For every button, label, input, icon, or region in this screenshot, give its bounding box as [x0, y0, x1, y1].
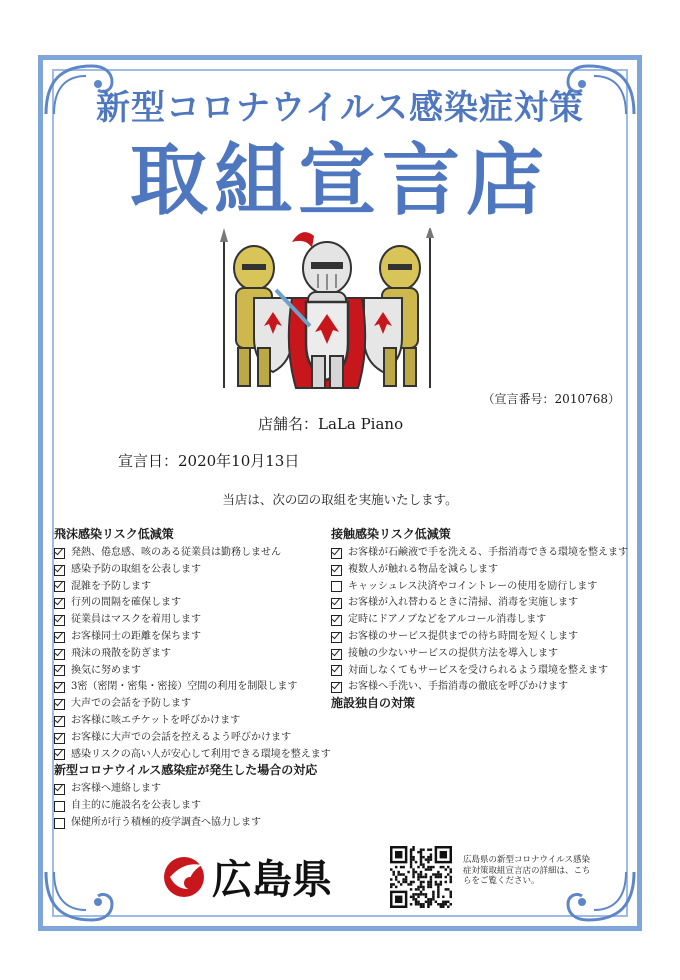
checked-checkbox-icon — [54, 598, 65, 609]
checklist-item-text: 行列の間隔を確保します — [71, 597, 181, 609]
prefecture-name: 広島県 — [212, 856, 332, 903]
checked-checkbox-icon — [331, 565, 342, 576]
checklist-item-text: お客様に咳エチケットを呼びかけます — [71, 714, 241, 726]
checklist-item — [54, 562, 334, 579]
store-name: 店舗名：LaLa Piano — [258, 415, 404, 433]
right-measures-column — [331, 527, 628, 714]
checklist-item-text: 対面しなくてもサービスを受けられるよう環境を整えます — [348, 664, 608, 676]
checked-checkbox-icon — [54, 615, 65, 626]
checklist-item-text: お客様へ連絡します — [71, 783, 161, 795]
checked-checkbox-icon — [331, 649, 342, 660]
checked-checkbox-icon — [54, 749, 65, 760]
checklist-item — [54, 815, 334, 832]
checked-checkbox-icon — [54, 699, 65, 710]
checklist-item — [54, 713, 334, 730]
checklist-item-text: 飛沫の飛散を防ぎます — [71, 647, 171, 659]
checklist-item-text: 混雑を予防します — [71, 580, 151, 592]
checked-checkbox-icon — [331, 598, 342, 609]
checked-checkbox-icon — [54, 548, 65, 559]
checklist-item-text: 保健所が行う積極的疫学調査へ協力します — [71, 816, 261, 828]
knights-illustration — [214, 228, 440, 400]
checklist-item — [54, 679, 334, 696]
checklist-item-text: お客様が入れ替わるときに清掃、消毒を実施します — [348, 597, 578, 609]
checklist-item — [54, 798, 334, 815]
checked-checkbox-icon — [54, 716, 65, 727]
section-title-droplet: 飛沫感染リスク低減策 — [54, 527, 174, 541]
checked-checkbox-icon — [54, 665, 65, 676]
checklist-item — [54, 696, 334, 713]
checked-checkbox-icon — [54, 649, 65, 660]
title-line2: 取組宣言店 — [129, 135, 550, 226]
checklist-item — [331, 545, 628, 562]
unchecked-checkbox-icon — [54, 818, 65, 829]
checklist-item-text: 3密（密閉・密集・密接）空間の利用を制限します — [71, 681, 298, 693]
checklist-item-text: 自主的に施設名を公表します — [71, 800, 201, 812]
checked-checkbox-icon — [54, 682, 65, 693]
declaration-date: 宣言日：2020年10月13日 — [118, 452, 300, 470]
checklist-item-text: お客様へ手洗い、手指消毒の徹底を呼びかけます — [348, 681, 568, 693]
checked-checkbox-icon — [331, 548, 342, 559]
corner-flourish-bottom-left — [42, 868, 120, 926]
checklist-item-text: 感染リスクの高い人が安心して利用できる環境を整えます — [71, 748, 331, 760]
checklist-item-text: 複数人が触れる物品を減らします — [348, 563, 498, 575]
section-title-facility-own: 施設独自の対策 — [331, 696, 416, 711]
checked-checkbox-icon — [331, 682, 342, 693]
checklist-item-text: 発熱、倦怠感、咳のある従業員は勤務しません — [71, 547, 281, 558]
checklist-item — [54, 595, 334, 612]
checked-checkbox-icon — [54, 581, 65, 592]
checklist-item — [331, 646, 621, 663]
contact-measures-list — [331, 545, 628, 696]
checklist-item — [54, 663, 334, 680]
checklist-item-text: 大声での会話を予防します — [71, 698, 191, 710]
qr-note: 広島県の新型コロナウイルス感染症対策取組宣言店の詳細は、こちらをご覧ください。 — [463, 855, 591, 886]
checklist-item — [54, 629, 334, 646]
checklist-item — [54, 612, 334, 629]
checklist-item — [331, 629, 621, 646]
section-title-outbreak-response: 新型コロナウイルス感染症が発生した場合の対応 — [54, 763, 318, 778]
checklist-item-text: お客様同士の距離を保ちます — [71, 630, 201, 642]
section-title-contact: 接触感染リスク低減策 — [331, 527, 451, 541]
checked-checkbox-icon — [331, 615, 342, 626]
checklist-item-text: 定時にドアノブなどをアルコール消毒します — [348, 614, 547, 626]
checklist-item — [54, 730, 334, 747]
intro-text: 当店は、次の☑の取組を実施いたします。 — [222, 492, 458, 507]
checklist-item — [54, 545, 334, 562]
checklist-item — [331, 579, 621, 596]
checked-checkbox-icon — [54, 733, 65, 744]
checked-checkbox-icon — [54, 784, 65, 795]
unchecked-checkbox-icon — [54, 801, 65, 812]
unchecked-checkbox-icon — [331, 581, 342, 592]
checklist-item-text: 換気に努めます — [71, 664, 141, 676]
checklist-item — [331, 595, 621, 612]
checklist-item — [54, 781, 334, 798]
checklist-item-text: 接触の少ないサービスの提供方法を導入します — [348, 647, 558, 659]
title-line1: 新型コロナウイルス感染症対策 — [96, 88, 584, 128]
checklist-item — [54, 747, 334, 764]
checklist-item — [54, 579, 334, 596]
checklist-item-text: キャッシュレス決済やコイントレーの使用を励行します — [348, 580, 598, 592]
checklist-item-text: お客様が石鹸液で手を洗える、手指消毒できる環境を整えます — [348, 547, 628, 558]
checked-checkbox-icon — [54, 632, 65, 643]
checked-checkbox-icon — [54, 565, 65, 576]
checklist-item-text: 従業員はマスクを着用します — [71, 614, 201, 626]
checklist-item — [331, 663, 621, 680]
checked-checkbox-icon — [331, 665, 342, 676]
checked-checkbox-icon — [331, 632, 342, 643]
checklist-item-text: お客様のサービス提供までの待ち時間を短くします — [348, 630, 578, 642]
qr-code[interactable] — [390, 846, 452, 908]
declaration-number: （宣言番号：2010768） — [482, 392, 620, 406]
droplet-measures-list — [54, 545, 334, 763]
left-measures-column — [54, 527, 334, 832]
checklist-item — [54, 646, 334, 663]
outbreak-response-list — [54, 781, 334, 831]
checklist-item — [331, 679, 621, 696]
checklist-item — [331, 612, 621, 629]
checklist-item — [331, 562, 621, 579]
checklist-item-text: 感染予防の取組を公表します — [71, 563, 201, 575]
checklist-item-text: お客様に大声での会話を控えるよう呼びかけます — [71, 731, 291, 743]
